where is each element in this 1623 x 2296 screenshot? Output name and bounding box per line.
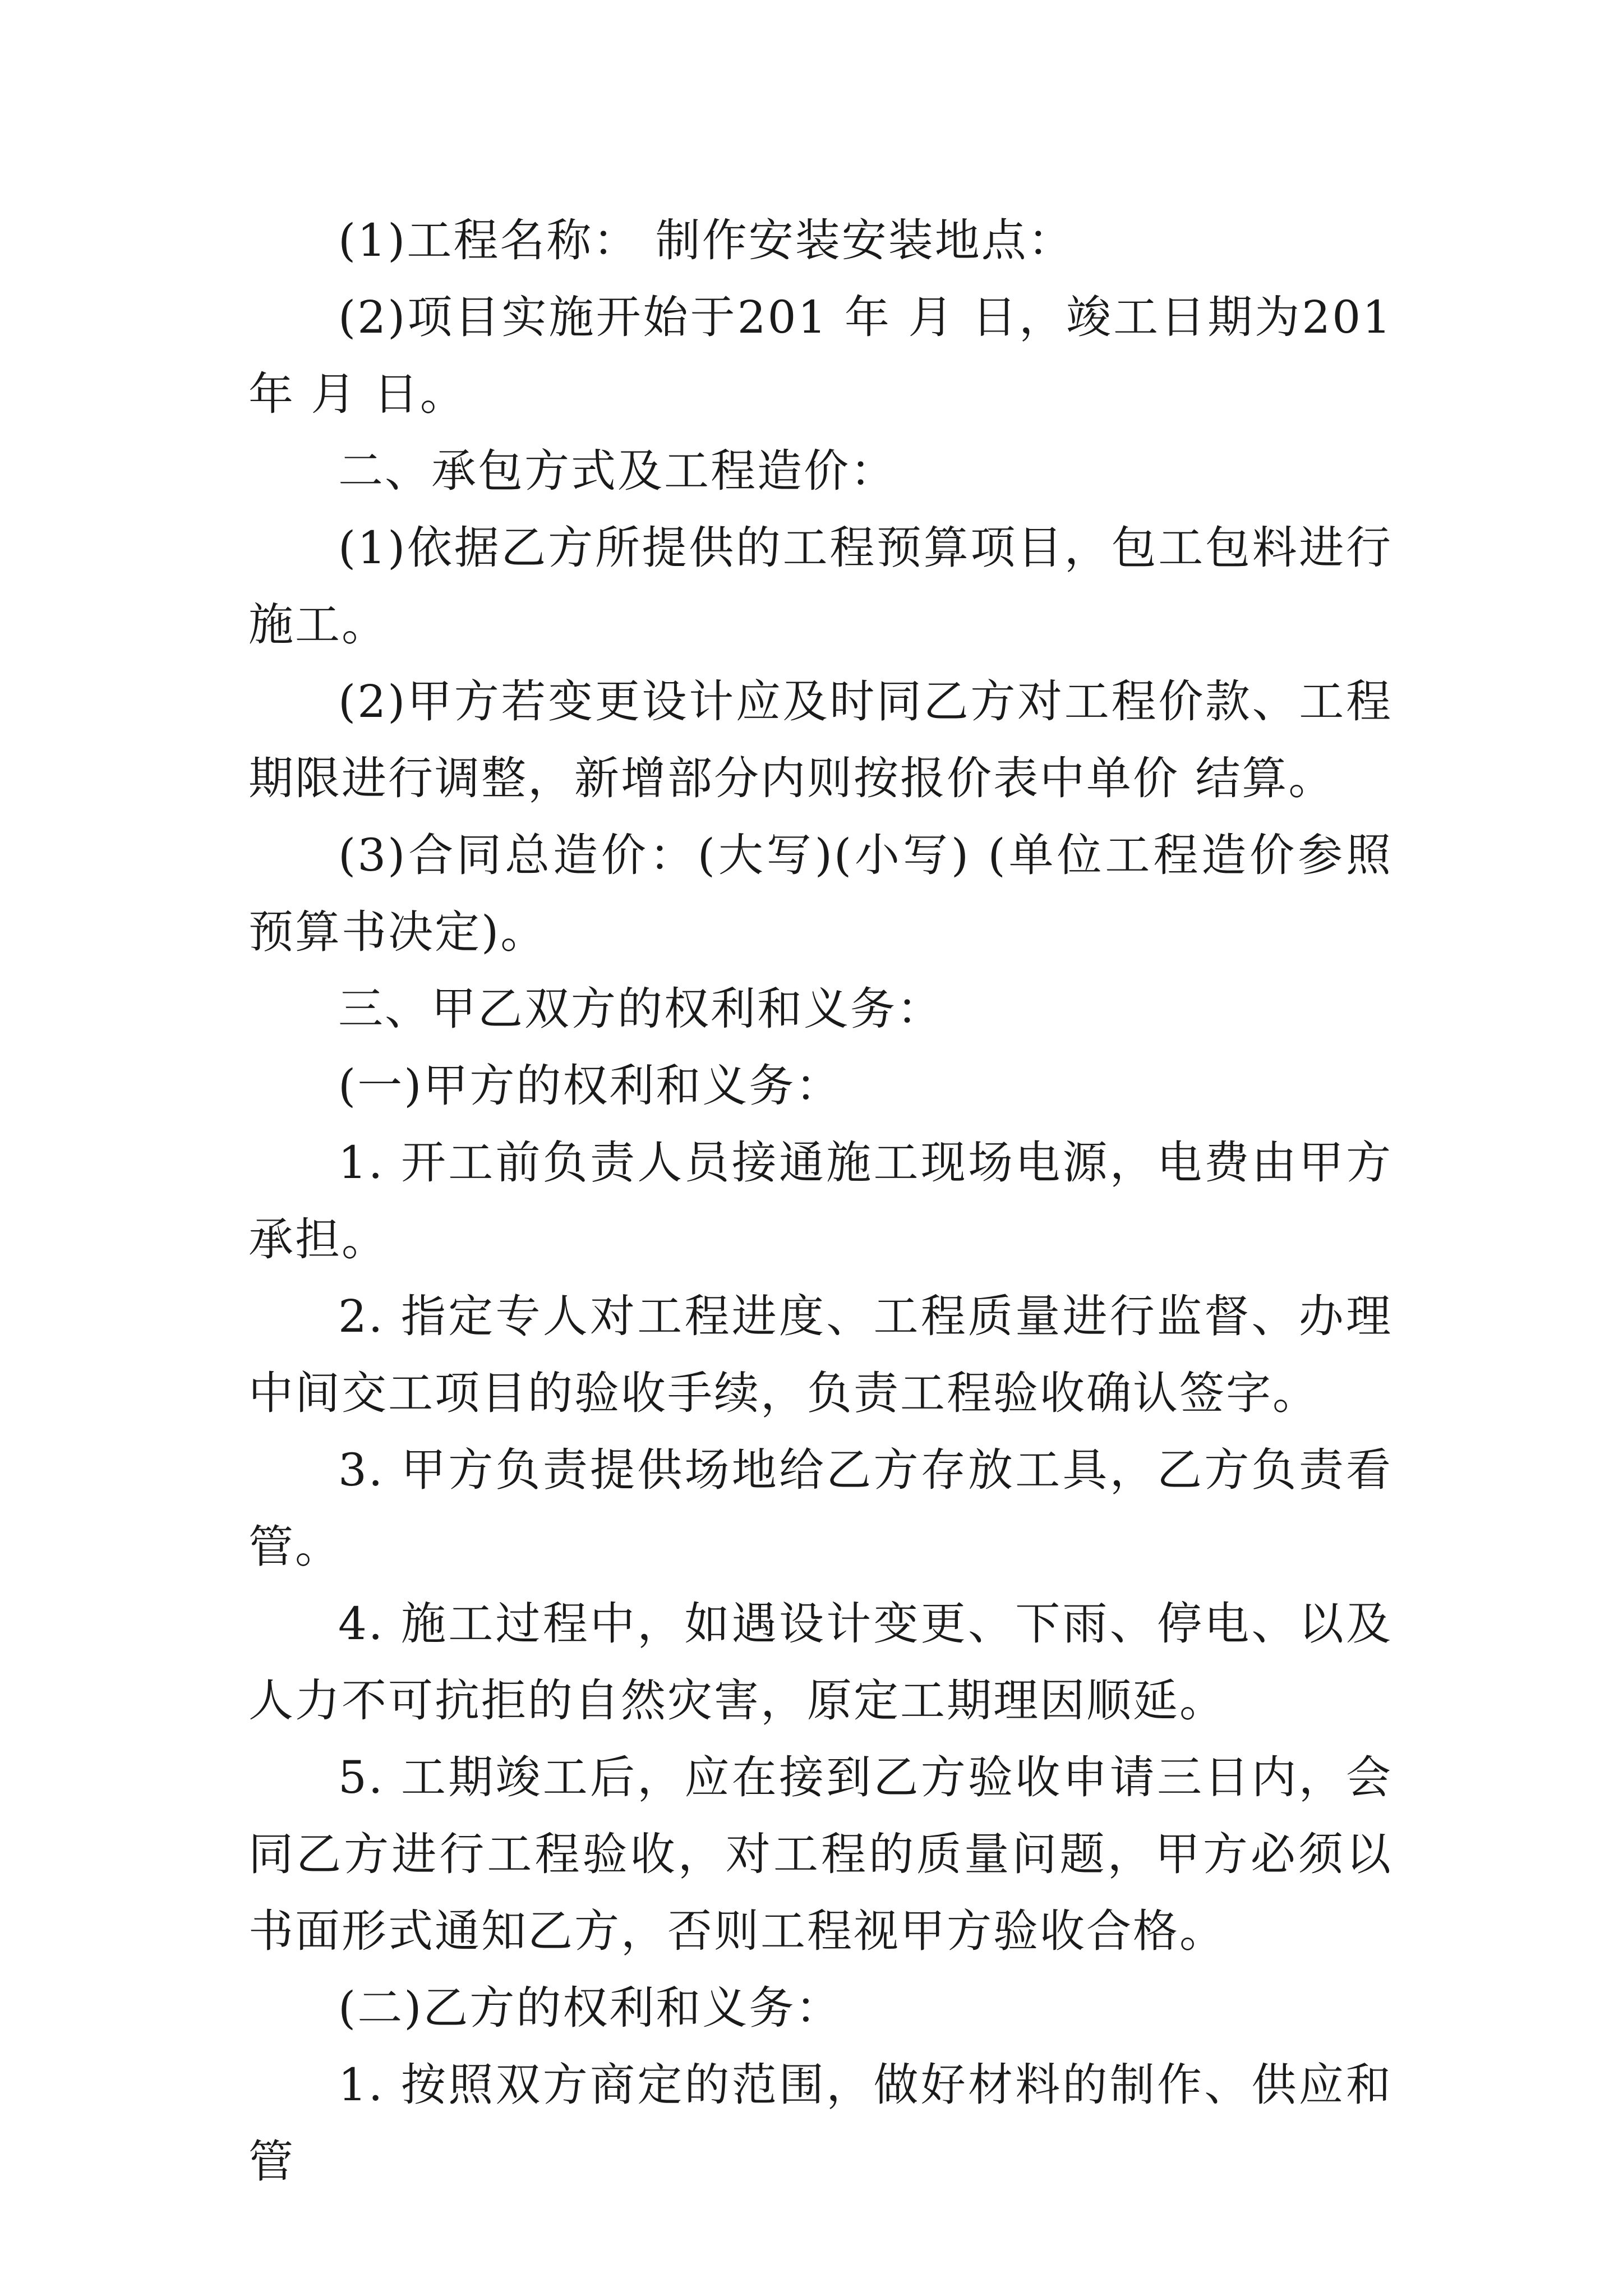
document-body [248,202,1393,2200]
list-item-a2: 2. 指定专人对工程进度、工程质量进行监督、办理中间交工项目的验收手续，负责工程验收确认签字。 [248,1290,1393,1419]
subheading-party-b: (二)乙方的权利和义务： [338,1982,842,2034]
paragraph-project-name: (1)工程名称： 制作安装安装地点： [338,214,1075,266]
heading-rights-obligations: 三、甲乙双方的权利和义务： [338,983,943,1035]
paragraph-total-price: (3)合同总造价：(大写)(小写) (单位工程造价参照预算书决定)。 [248,829,1393,958]
paragraph-budget-basis: (1)依据乙方所提供的工程预算项目，包工包料进行施工。 [248,522,1393,651]
list-item-a4: 4. 施工过程中，如遇设计变更、下雨、停电、以及人力不可抗拒的自然灾害，原定工期理因顺延。 [248,1598,1393,1727]
paragraph-project-dates: (2)项目实施开始于201 年 月 日，竣工日期为201 年 月 日。 [248,291,1393,420]
subheading-party-a: (一)甲方的权利和义务： [338,1060,842,1112]
list-item-a3: 3. 甲方负责提供场地给乙方存放工具，乙方负责看管。 [248,1444,1393,1573]
list-item-a1: 1. 开工前负责人员接通施工现场电源，电费由甲方承担。 [248,1137,1393,1266]
list-item-b1: 1. 按照双方商定的范围，做好材料的制作、供应和管 [248,2059,1393,2188]
list-item-a5: 5. 工期竣工后，应在接到乙方验收申请三日内，会同乙方进行工程验收，对工程的质量问题，甲方必须以书面形式通知乙方，否则工程视甲方验收合格。 [248,1751,1393,1957]
heading-contract-method: 二、承包方式及工程造价： [338,445,897,497]
paragraph-design-change: (2)甲方若变更设计应及时同乙方对工程价款、工程期限进行调整，新增部分内则按报价表中单价 结算。 [248,675,1393,804]
